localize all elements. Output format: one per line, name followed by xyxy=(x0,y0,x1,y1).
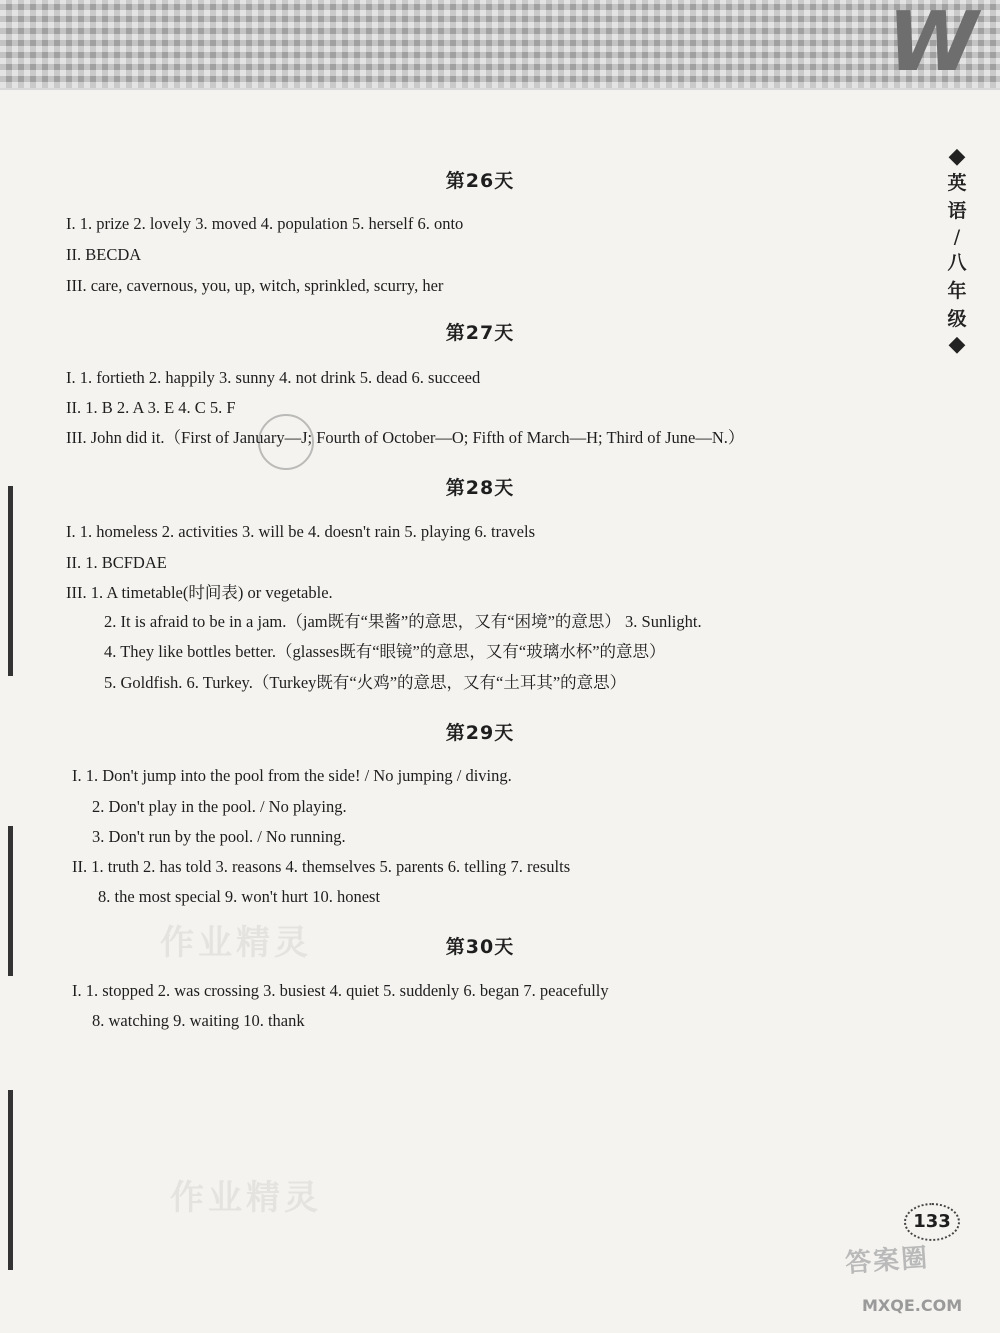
side-char: 级 xyxy=(947,308,967,330)
page-number: 133 xyxy=(904,1203,960,1241)
answer-line: I. 1. prize 2. lovely 3. moved 4. population 5. herself 6. onto xyxy=(66,214,464,233)
answer-line: 3. Don't run by the pool. / No running. xyxy=(92,827,346,846)
watermark-logo: 答案圈 xyxy=(844,1243,931,1279)
answer-line: I. 1. Don't jump into the pool from the side! / No jumping / diving. xyxy=(72,766,512,785)
watermark-url: MXQE.COM xyxy=(862,1296,963,1315)
diamond-icon: ◆ xyxy=(948,332,966,357)
answer-line: III. John did it.（First of January—J; Fourth of October—O; Fifth of March—H; Third of June—N.） xyxy=(66,428,745,447)
answer-line: 5. Goldfish. 6. Turkey.（Turkey既有“火鸡”的意思，又有“土耳其”的意思） xyxy=(104,673,627,692)
scan-edge-bar xyxy=(8,486,13,676)
faint-seal-mark: 作业精灵 xyxy=(170,1178,322,1218)
answer-line: III. care, cavernous, you, up, witch, sprinkled, scurry, her xyxy=(66,276,444,295)
answer-line: 2. Don't play in the pool. / No playing. xyxy=(92,797,347,816)
day-title: 第26天 xyxy=(445,170,515,192)
answer-line: II. 1. B 2. A 3. E 4. C 5. F xyxy=(66,398,236,417)
side-char: / xyxy=(953,226,961,248)
answer-line: II. 1. BCFDAE xyxy=(66,553,167,572)
header-logo-letter: W xyxy=(887,0,978,90)
day-title: 第27天 xyxy=(445,322,515,344)
answer-line: 2. It is afraid to be in a jam.（jam既有“果酱”的意思，又有“困境”的意思） 3. Sunlight. xyxy=(104,612,702,631)
answer-line: I. 1. homeless 2. activities 3. will be 4. doesn't rain 5. playing 6. travels xyxy=(66,522,536,541)
answer-line: II. BECDA xyxy=(66,245,142,264)
answer-line: I. 1. stopped 2. was crossing 3. busiest 4. quiet 5. suddenly 6. began 7. peacefully xyxy=(72,981,609,1000)
answer-line: 4. They like bottles better.（glasses既有“眼镜”的意思，又有“玻璃水杯”的意思） xyxy=(104,642,666,661)
answer-line: II. 1. truth 2. has told 3. reasons 4. themselves 5. parents 6. telling 7. results xyxy=(72,857,571,876)
day-title: 第29天 xyxy=(445,722,515,744)
side-char: 语 xyxy=(947,200,967,222)
scan-edge-bar xyxy=(8,1090,13,1270)
faint-seal-mark: 作业精灵 xyxy=(160,923,312,963)
day-title: 第28天 xyxy=(445,477,515,499)
day-title: 第30天 xyxy=(445,936,515,958)
diamond-icon: ◆ xyxy=(948,144,966,169)
side-char: 英 xyxy=(947,172,967,194)
header-band xyxy=(0,0,1000,90)
answer-line: III. 1. A timetable(时间表) or vegetable. xyxy=(66,583,333,602)
answer-line: 8. watching 9. waiting 10. thank xyxy=(92,1011,305,1030)
answer-line: 8. the most special 9. won't hurt 10. honest xyxy=(98,887,381,906)
answer-line: I. 1. fortieth 2. happily 3. sunny 4. not drink 5. dead 6. succeed xyxy=(66,368,481,387)
side-char: 八 xyxy=(947,252,967,274)
side-char: 年 xyxy=(947,280,967,302)
